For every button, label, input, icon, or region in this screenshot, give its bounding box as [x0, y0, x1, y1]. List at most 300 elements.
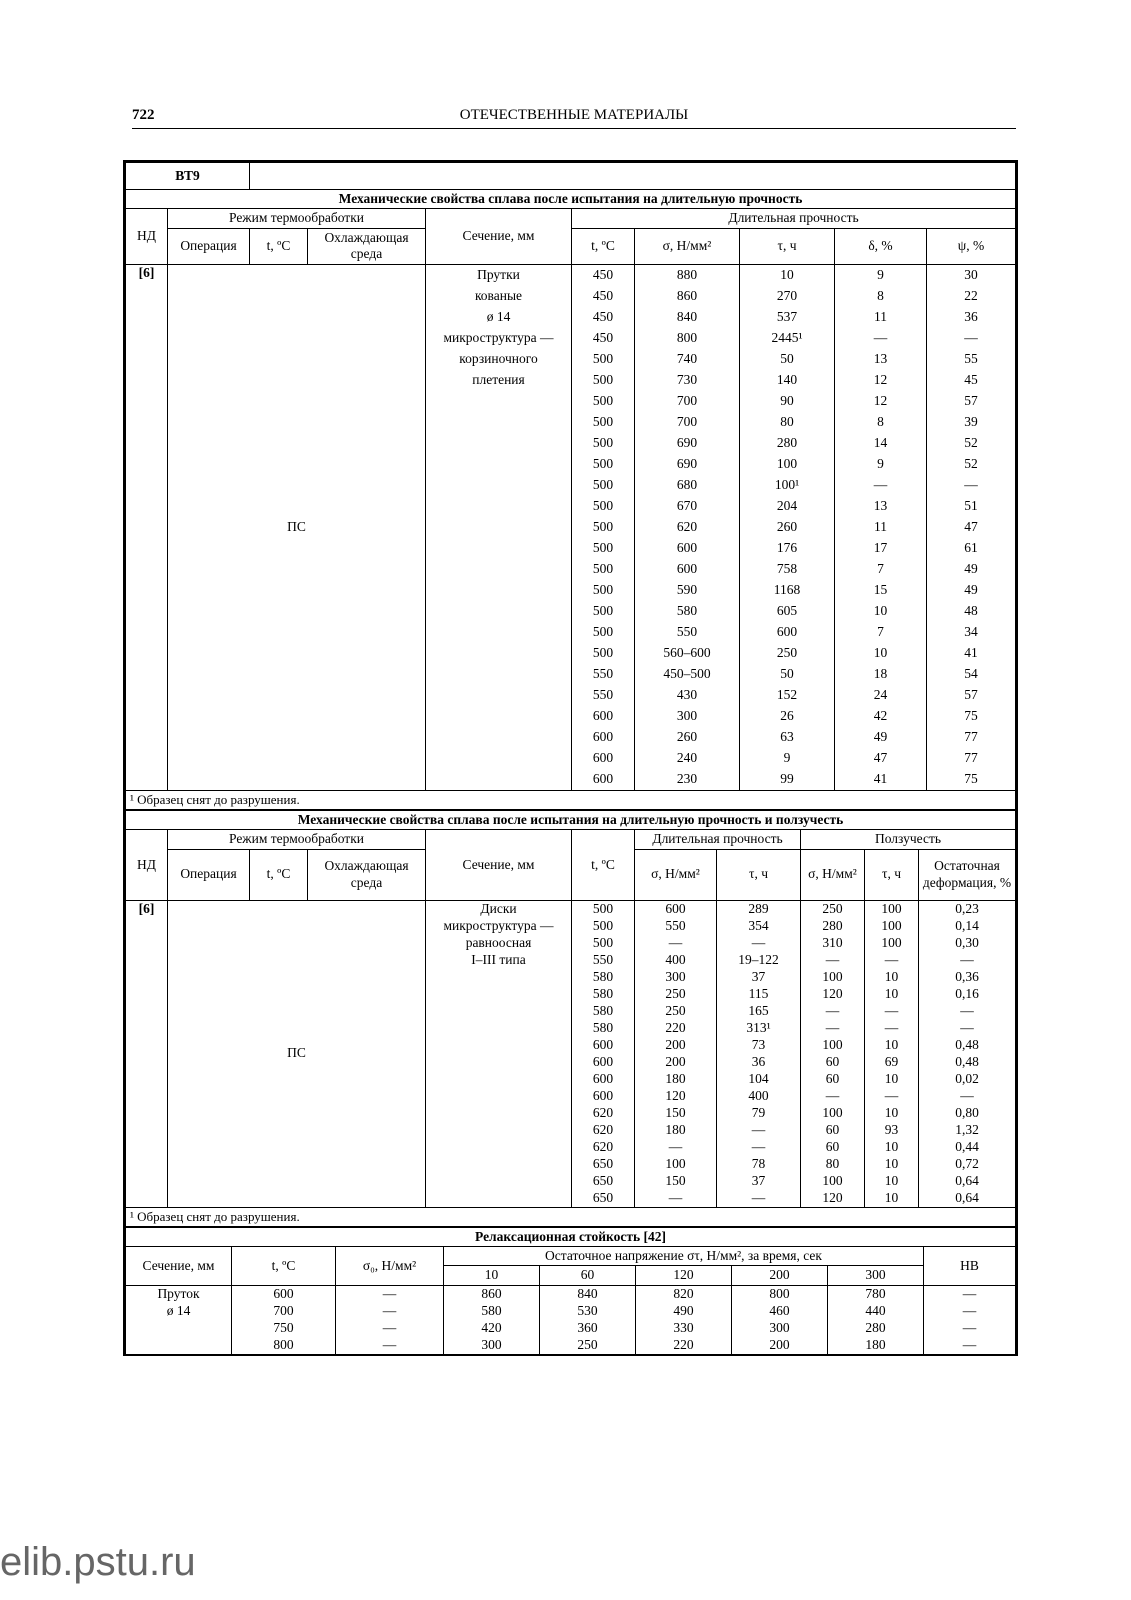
residual-deformation-cell: 0,14: [919, 918, 1016, 935]
section-cell: [426, 769, 572, 791]
section-header: Сечение, мм: [426, 209, 572, 264]
delta-cell: 10: [835, 601, 927, 622]
hb-cell: —: [924, 1320, 1016, 1337]
stress-10-cell: 300: [444, 1337, 540, 1354]
creep-sigma-header: σ, Н/мм²: [801, 849, 865, 900]
test-temp-cell: 500: [572, 370, 635, 391]
creep-sigma-cell: 60: [801, 1139, 865, 1156]
sigma-cell: 600: [635, 538, 740, 559]
psi-cell: 49: [927, 580, 1016, 601]
test-temp-header: t, ºC: [572, 228, 635, 264]
sigma-cell: 220: [635, 1020, 717, 1037]
delta-cell: 7: [835, 559, 927, 580]
test-temp-cell: 500: [572, 580, 635, 601]
section-cell: [426, 1122, 572, 1139]
psi-cell: 30: [927, 264, 1016, 286]
creep-tau-cell: 10: [865, 1037, 919, 1054]
sigma0-cell: —: [336, 1337, 444, 1354]
sigma-cell: 670: [635, 496, 740, 517]
time-header: 300: [828, 1266, 924, 1285]
stress-10-cell: 420: [444, 1320, 540, 1337]
temp-cell: 800: [232, 1337, 336, 1354]
delta-cell: 24: [835, 685, 927, 706]
section-cell: микроструктура —: [426, 918, 572, 935]
operation-header: Операция: [168, 228, 250, 264]
sigma-cell: 300: [635, 969, 717, 986]
regime-header: Режим термообработки: [168, 830, 426, 849]
page-header: [132, 104, 1016, 129]
section-cell: плетения: [426, 370, 572, 391]
sigma-cell: 550: [635, 622, 740, 643]
creep-tau-cell: 69: [865, 1054, 919, 1071]
sigma-header: σ, Н/мм²: [635, 849, 717, 900]
section-header: Сечение, мм: [126, 1247, 232, 1286]
section-cell: [426, 391, 572, 412]
delta-cell: 41: [835, 769, 927, 791]
table-row: [126, 900, 1016, 918]
test-temp-cell: 500: [572, 412, 635, 433]
delta-cell: 15: [835, 580, 927, 601]
sigma-cell: 580: [635, 601, 740, 622]
test-temp-cell: 500: [572, 538, 635, 559]
residual-deformation-cell: 0,80: [919, 1105, 1016, 1122]
relaxation-table: [125, 1226, 1016, 1354]
creep-sigma-cell: 120: [801, 1190, 865, 1208]
section-header: Сечение, мм: [426, 830, 572, 900]
table-row: [126, 1337, 1016, 1354]
psi-cell: 75: [927, 706, 1016, 727]
medium-header: Охлаждающая среда: [308, 849, 426, 900]
section-cell: [126, 1320, 232, 1337]
temp-cell: 750: [232, 1320, 336, 1337]
sigma-cell: 690: [635, 454, 740, 475]
sigma-cell: 840: [635, 307, 740, 328]
psi-cell: 61: [927, 538, 1016, 559]
section-cell: [426, 622, 572, 643]
tau-cell: 36: [717, 1054, 801, 1071]
psi-cell: 49: [927, 559, 1016, 580]
tables-frame: [123, 160, 1018, 1356]
test-temp-cell: 600: [572, 1088, 635, 1105]
section-cell: [426, 986, 572, 1003]
table1-title: Механические свойства сплава после испытания на длительную прочность: [126, 190, 1016, 209]
tau-cell: 176: [740, 538, 835, 559]
residual-deformation-cell: 0,23: [919, 900, 1016, 918]
psi-cell: 52: [927, 433, 1016, 454]
creep-tau-cell: 93: [865, 1122, 919, 1139]
test-temp-cell: 620: [572, 1122, 635, 1139]
residual-deformation-cell: 0,64: [919, 1190, 1016, 1208]
section-cell: [426, 559, 572, 580]
sigma-cell: 860: [635, 286, 740, 307]
stress-200-cell: 200: [732, 1337, 828, 1354]
section-cell: [426, 748, 572, 769]
delta-cell: 8: [835, 412, 927, 433]
time-header: 120: [636, 1266, 732, 1285]
section-cell: микроструктура —: [426, 328, 572, 349]
sigma-cell: 430: [635, 685, 740, 706]
test-temp-cell: 450: [572, 328, 635, 349]
test-temp-cell: 500: [572, 391, 635, 412]
residual-deformation-cell: —: [919, 952, 1016, 969]
section-cell: [426, 412, 572, 433]
section-cell: [426, 1037, 572, 1054]
section-cell: [426, 475, 572, 496]
creep-sigma-cell: —: [801, 1088, 865, 1105]
tau-cell: —: [717, 1190, 801, 1208]
residual-deformation-cell: 0,02: [919, 1071, 1016, 1088]
operation-header: Операция: [168, 849, 250, 900]
sigma-cell: 240: [635, 748, 740, 769]
sigma0-cell: —: [336, 1303, 444, 1320]
time-header: 200: [732, 1266, 828, 1285]
nd-ref: [6]: [126, 900, 168, 1207]
psi-cell: —: [927, 328, 1016, 349]
creep-sigma-cell: 100: [801, 1105, 865, 1122]
sigma-cell: 120: [635, 1088, 717, 1105]
section-cell: [426, 1088, 572, 1105]
temp-header: t, ºC: [250, 849, 308, 900]
creep-sigma-cell: 120: [801, 986, 865, 1003]
sigma-cell: 700: [635, 391, 740, 412]
nd-header: НД: [126, 209, 168, 264]
sigma-cell: 450–500: [635, 664, 740, 685]
tau-cell: 50: [740, 664, 835, 685]
creep-sigma-cell: 80: [801, 1156, 865, 1173]
test-temp-cell: 620: [572, 1105, 635, 1122]
test-temp-cell: 500: [572, 349, 635, 370]
material-name: ВТ9: [126, 163, 250, 190]
section-cell: [426, 706, 572, 727]
creep-sigma-cell: 60: [801, 1122, 865, 1139]
delta-cell: 13: [835, 496, 927, 517]
temp-cell: 600: [232, 1285, 336, 1303]
stress-300-cell: 180: [828, 1337, 924, 1354]
test-temp-header: t, ºC: [572, 830, 635, 900]
sigma-cell: 200: [635, 1037, 717, 1054]
section-cell: [426, 1139, 572, 1156]
creep-tau-cell: 10: [865, 1071, 919, 1088]
psi-cell: 36: [927, 307, 1016, 328]
tau-cell: 2445¹: [740, 328, 835, 349]
test-temp-cell: 580: [572, 969, 635, 986]
stress-60-cell: 360: [540, 1320, 636, 1337]
test-temp-cell: 550: [572, 664, 635, 685]
tau-cell: 1168: [740, 580, 835, 601]
sigma-cell: —: [635, 935, 717, 952]
delta-cell: 8: [835, 286, 927, 307]
test-temp-cell: 500: [572, 496, 635, 517]
psi-cell: 57: [927, 685, 1016, 706]
test-temp-cell: 580: [572, 1020, 635, 1037]
test-temp-cell: 500: [572, 622, 635, 643]
test-temp-cell: 500: [572, 900, 635, 918]
creep-tau-cell: —: [865, 952, 919, 969]
tau-cell: 204: [740, 496, 835, 517]
regime-header: Режим термообработки: [168, 209, 426, 228]
time-header: 10: [444, 1266, 540, 1285]
psi-cell: 39: [927, 412, 1016, 433]
stress-300-cell: 280: [828, 1320, 924, 1337]
delta-cell: 18: [835, 664, 927, 685]
test-temp-cell: 650: [572, 1156, 635, 1173]
material-header: [125, 162, 1016, 190]
tau-cell: 289: [717, 900, 801, 918]
table-row: [126, 1320, 1016, 1337]
tau-cell: 280: [740, 433, 835, 454]
creep-tau-cell: 10: [865, 986, 919, 1003]
sigma-cell: 730: [635, 370, 740, 391]
psi-cell: 77: [927, 748, 1016, 769]
section-cell: равноосная: [426, 935, 572, 952]
stress-200-cell: 460: [732, 1303, 828, 1320]
sigma-cell: 400: [635, 952, 717, 969]
stress-200-cell: 800: [732, 1285, 828, 1303]
table1-footnote: ¹ Образец снят до разрушения.: [126, 790, 1016, 809]
creep-sigma-cell: 60: [801, 1054, 865, 1071]
psi-cell: 34: [927, 622, 1016, 643]
section-cell: [426, 496, 572, 517]
time-header: 60: [540, 1266, 636, 1285]
creep-sigma-cell: —: [801, 952, 865, 969]
psi-cell: —: [927, 475, 1016, 496]
psi-cell: 48: [927, 601, 1016, 622]
temp-cell: 700: [232, 1303, 336, 1320]
section-cell: [426, 664, 572, 685]
tau-header: τ, ч: [740, 228, 835, 264]
tau-cell: 10: [740, 264, 835, 286]
creep-tau-cell: 100: [865, 935, 919, 952]
operation-value: ПС: [168, 900, 426, 1207]
sigma-cell: 560–600: [635, 643, 740, 664]
sigma-cell: 180: [635, 1122, 717, 1139]
section-cell: [426, 1020, 572, 1037]
creep-tau-cell: 10: [865, 1190, 919, 1208]
psi-cell: 51: [927, 496, 1016, 517]
section-cell: [426, 433, 572, 454]
section-cell: [426, 1003, 572, 1020]
psi-cell: 45: [927, 370, 1016, 391]
stress-200-cell: 300: [732, 1320, 828, 1337]
psi-cell: 41: [927, 643, 1016, 664]
stress-60-cell: 530: [540, 1303, 636, 1320]
test-temp-cell: 500: [572, 433, 635, 454]
stress-120-cell: 820: [636, 1285, 732, 1303]
psi-header: ψ, %: [927, 228, 1016, 264]
creep-sigma-cell: 100: [801, 1037, 865, 1054]
test-temp-cell: 500: [572, 559, 635, 580]
creep-sigma-cell: —: [801, 1020, 865, 1037]
section-cell: [426, 517, 572, 538]
tau-cell: 26: [740, 706, 835, 727]
delta-cell: 49: [835, 727, 927, 748]
tau-cell: 63: [740, 727, 835, 748]
psi-cell: 52: [927, 454, 1016, 475]
medium-header: Охлаждающая среда: [308, 228, 426, 264]
operation-value: ПС: [168, 264, 426, 790]
residual-stress-header: Остаточное напряжение στ, Н/мм², за время, сек: [444, 1247, 924, 1266]
tau-cell: 9: [740, 748, 835, 769]
test-temp-cell: 450: [572, 286, 635, 307]
test-temp-cell: 500: [572, 643, 635, 664]
stress-120-cell: 490: [636, 1303, 732, 1320]
creep-sigma-cell: 280: [801, 918, 865, 935]
test-temp-cell: 500: [572, 475, 635, 496]
test-temp-cell: 500: [572, 454, 635, 475]
residual-deformation-cell: 0,30: [919, 935, 1016, 952]
sigma-cell: 550: [635, 918, 717, 935]
sigma0-header: σ₀, Н/мм²: [336, 1247, 444, 1286]
tau-cell: —: [717, 1139, 801, 1156]
sigma-cell: 150: [635, 1173, 717, 1190]
residual-deformation-cell: —: [919, 1020, 1016, 1037]
watermark: elib.pstu.ru: [0, 1540, 196, 1584]
creep-table: [125, 809, 1016, 1227]
stress-300-cell: 440: [828, 1303, 924, 1320]
creep-sigma-cell: —: [801, 1003, 865, 1020]
creep-tau-cell: —: [865, 1020, 919, 1037]
test-temp-cell: 500: [572, 601, 635, 622]
creep-tau-cell: —: [865, 1003, 919, 1020]
sigma-cell: —: [635, 1190, 717, 1208]
hb-header: НВ: [924, 1247, 1016, 1286]
tau-cell: 99: [740, 769, 835, 791]
tau-cell: 100: [740, 454, 835, 475]
section-cell: ø 14: [126, 1303, 232, 1320]
residual-deformation-cell: 0,72: [919, 1156, 1016, 1173]
residual-deformation-cell: 0,64: [919, 1173, 1016, 1190]
section-cell: [426, 1054, 572, 1071]
section-cell: [426, 1156, 572, 1173]
nd-ref: [6]: [126, 264, 168, 790]
creep-tau-cell: 100: [865, 918, 919, 935]
section-cell: [426, 727, 572, 748]
test-temp-cell: 500: [572, 918, 635, 935]
tau-cell: 80: [740, 412, 835, 433]
test-temp-cell: 550: [572, 685, 635, 706]
creep-tau-cell: 10: [865, 1105, 919, 1122]
sigma-cell: 200: [635, 1054, 717, 1071]
tau-cell: 90: [740, 391, 835, 412]
sigma-cell: 800: [635, 328, 740, 349]
stress-120-cell: 330: [636, 1320, 732, 1337]
residual-deformation-cell: 0,48: [919, 1037, 1016, 1054]
table-row: [126, 264, 1016, 286]
tau-cell: 37: [717, 1173, 801, 1190]
test-temp-cell: 580: [572, 1003, 635, 1020]
test-temp-cell: 500: [572, 517, 635, 538]
test-temp-cell: 600: [572, 1054, 635, 1071]
tau-cell: 537: [740, 307, 835, 328]
psi-cell: 22: [927, 286, 1016, 307]
section-cell: кованые: [426, 286, 572, 307]
page-number: 722: [132, 107, 155, 123]
nd-header: НД: [126, 830, 168, 900]
psi-cell: 77: [927, 727, 1016, 748]
tau-cell: —: [717, 1122, 801, 1139]
tau-header: τ, ч: [717, 849, 801, 900]
tau-cell: 758: [740, 559, 835, 580]
test-temp-cell: 450: [572, 307, 635, 328]
temp-header: t, ºC: [250, 228, 308, 264]
temp-header: t, ºC: [232, 1247, 336, 1286]
section-cell: [426, 454, 572, 475]
tau-cell: 79: [717, 1105, 801, 1122]
tau-cell: 605: [740, 601, 835, 622]
test-temp-cell: 600: [572, 769, 635, 791]
section-cell: [126, 1337, 232, 1354]
long-strength-table: [125, 189, 1016, 810]
test-temp-cell: 600: [572, 727, 635, 748]
section-cell: Прутки: [426, 264, 572, 286]
delta-cell: 11: [835, 307, 927, 328]
sigma-cell: 620: [635, 517, 740, 538]
delta-cell: 7: [835, 622, 927, 643]
section-cell: [426, 538, 572, 559]
sigma-cell: 100: [635, 1156, 717, 1173]
delta-cell: 14: [835, 433, 927, 454]
psi-cell: 57: [927, 391, 1016, 412]
tau-cell: 140: [740, 370, 835, 391]
delta-header: δ, %: [835, 228, 927, 264]
table3-title: Релаксационная стойкость [42]: [126, 1227, 1016, 1247]
tau-cell: 115: [717, 986, 801, 1003]
sigma-cell: 880: [635, 264, 740, 286]
tau-cell: 250: [740, 643, 835, 664]
stress-300-cell: 780: [828, 1285, 924, 1303]
hb-cell: —: [924, 1285, 1016, 1303]
tau-cell: 260: [740, 517, 835, 538]
residual-deformation-cell: 0,16: [919, 986, 1016, 1003]
tau-cell: 600: [740, 622, 835, 643]
sigma-cell: —: [635, 1139, 717, 1156]
long-strength-header: Длительная прочность: [635, 830, 801, 849]
sigma-cell: 150: [635, 1105, 717, 1122]
tau-cell: 165: [717, 1003, 801, 1020]
test-temp-cell: 600: [572, 706, 635, 727]
delta-cell: —: [835, 328, 927, 349]
material-blank: [250, 163, 1016, 190]
sigma-cell: 590: [635, 580, 740, 601]
test-temp-cell: 500: [572, 935, 635, 952]
delta-cell: 47: [835, 748, 927, 769]
delta-cell: 13: [835, 349, 927, 370]
psi-cell: 47: [927, 517, 1016, 538]
sigma-cell: 680: [635, 475, 740, 496]
test-temp-cell: 620: [572, 1139, 635, 1156]
sigma-cell: 230: [635, 769, 740, 791]
test-temp-cell: 600: [572, 1071, 635, 1088]
sigma-cell: 690: [635, 433, 740, 454]
test-temp-cell: 550: [572, 952, 635, 969]
hb-cell: —: [924, 1303, 1016, 1320]
sigma-cell: 600: [635, 559, 740, 580]
section-cell: ø 14: [426, 307, 572, 328]
residual-deformation-cell: 0,36: [919, 969, 1016, 986]
tau-cell: 50: [740, 349, 835, 370]
delta-cell: 9: [835, 264, 927, 286]
creep-tau-cell: 10: [865, 1139, 919, 1156]
sigma-cell: 260: [635, 727, 740, 748]
delta-cell: 9: [835, 454, 927, 475]
delta-cell: 42: [835, 706, 927, 727]
sigma-cell: 700: [635, 412, 740, 433]
table-row: [126, 1285, 1016, 1303]
creep-tau-cell: 100: [865, 900, 919, 918]
table2-title: Механические свойства сплава после испытания на длительную прочность и ползучесть: [126, 810, 1016, 830]
residual-deformation-cell: 1,32: [919, 1122, 1016, 1139]
section-cell: [426, 643, 572, 664]
